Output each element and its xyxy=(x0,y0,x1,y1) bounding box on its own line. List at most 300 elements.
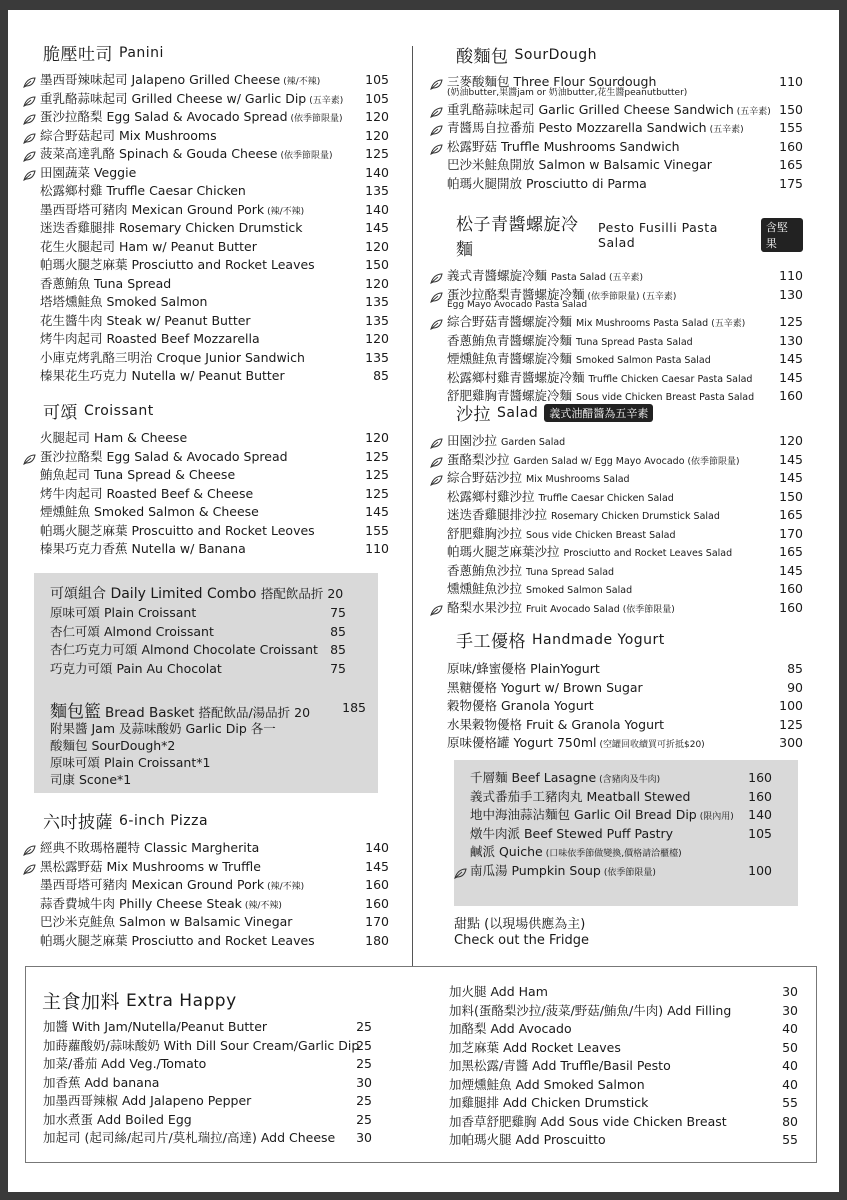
item-note: (辣/不辣) xyxy=(267,206,305,217)
menu-item-name xyxy=(449,1057,671,1076)
menu-item xyxy=(430,469,803,488)
dressing-tag: 義式油醋醬為五辛素 xyxy=(544,404,653,422)
menu-item-price: 140 xyxy=(748,807,772,822)
item-name-text: 烤牛肉起司 Roasted Beef Mozzarella xyxy=(40,331,260,346)
menu-item-name xyxy=(449,1094,648,1113)
pasta-heading xyxy=(456,210,803,260)
item-name-en: Rosemary Chicken Drumstick Salad xyxy=(551,511,720,522)
menu-item xyxy=(23,256,389,275)
item-name-text: 香蔥鮪魚沙拉 xyxy=(447,562,523,578)
dessert-zh: 甜點 (以現場供應為主) xyxy=(454,917,586,932)
item-name-text: 帕瑪火腿開放 Prosciutto di Parma xyxy=(447,175,647,191)
vegetarian-leaf-icon xyxy=(430,290,443,301)
combo-title-note: 搭配飲品折 20 xyxy=(260,586,344,601)
menu-item xyxy=(430,313,803,332)
item-name-text: 墨西哥辣味起司 Jalapeno Grilled Cheese xyxy=(40,72,281,87)
menu-item-name xyxy=(40,238,257,257)
item-name-text: 迷迭香雞腿排 Rosemary Chicken Drumstick xyxy=(40,220,303,235)
item-name-en: Sous vide Chicken Breast Pasta Salad xyxy=(576,392,755,403)
item-name-text: 火腿起司 Ham & Cheese xyxy=(40,430,188,445)
menu-item xyxy=(432,1057,798,1076)
menu-item-price: 160 xyxy=(779,581,803,596)
menu-item xyxy=(432,1094,798,1113)
menu-item xyxy=(23,466,389,485)
sourdough-title-en: SourDough xyxy=(514,46,598,63)
menu-item xyxy=(23,522,389,541)
menu-item xyxy=(23,145,389,164)
menu-item xyxy=(23,485,389,504)
pizza-section xyxy=(23,808,389,950)
menu-item-price: 25 xyxy=(356,1019,372,1034)
menu-item xyxy=(23,913,389,932)
item-name-en: Prosciutto and Rocket Leaves Salad xyxy=(563,548,733,559)
menu-item xyxy=(23,127,389,146)
combo-list xyxy=(34,604,346,678)
menu-item-price: 165 xyxy=(779,157,803,172)
extra-title-zh: 主食加料 xyxy=(42,991,121,1013)
vegetarian-leaf-icon xyxy=(430,455,443,466)
item-name-text: 帕瑪火腿芝麻葉 Proscuitto and Rocket Leoves xyxy=(40,522,315,538)
item-name-text: 南瓜湯 Pumpkin Soup xyxy=(470,862,601,878)
menu-item-name xyxy=(40,448,288,467)
item-name-text: 帕瑪火腿芝麻葉沙拉 xyxy=(447,544,560,559)
menu-item-price: 120 xyxy=(365,238,389,254)
dessert-note xyxy=(454,917,589,949)
menu-item-price: 135 xyxy=(365,183,389,198)
vegetarian-leaf-icon xyxy=(430,123,443,134)
combo-title: 可頌組合 Daily Limited Combo xyxy=(50,586,257,602)
item-name-text: 加香草舒肥雞胸 Add Sous vide Chicken Breast xyxy=(449,1113,727,1129)
item-name-text: 加墨西哥辣椒 Add Jalapeno Pepper xyxy=(43,1093,252,1108)
menu-item-name xyxy=(447,525,676,546)
menu-item xyxy=(454,825,772,844)
item-note: (依季節限量) xyxy=(280,151,333,161)
menu-item xyxy=(26,1037,372,1056)
item-name-text: 舒肥雞胸沙拉 xyxy=(447,525,523,541)
menu-item xyxy=(430,101,803,120)
menu-item xyxy=(432,1002,798,1021)
menu-item-name xyxy=(447,156,712,175)
item-name-en: Truffle Chicken Caesar Pasta Salad xyxy=(588,373,753,385)
menu-item xyxy=(430,562,803,581)
menu-item-price: 125 xyxy=(365,146,389,161)
hot-food-box xyxy=(454,760,798,906)
menu-item-price: 150 xyxy=(779,488,803,504)
extra-title-en: Extra Happy xyxy=(126,990,237,1011)
item-name-text: 煙燻鮭魚青醬螺旋冷麵 xyxy=(447,351,573,366)
item-name-en: Tuna Spread Pasta Salad xyxy=(576,336,693,348)
menu-item-name xyxy=(43,1037,359,1056)
menu-page xyxy=(8,10,839,1192)
item-name-text: 巴沙米克鮭魚 Salmon w Balsamic Vinegar xyxy=(40,914,293,929)
menu-item-name xyxy=(447,369,752,390)
item-name-text: 墨西哥塔可豬肉 Mexican Ground Pork xyxy=(40,201,265,217)
item-name-text: 加黑松露/青醬 Add Truffle/Basil Pesto xyxy=(449,1058,671,1073)
item-name-text: 黑糖優格 Yogurt w/ Brown Sugar xyxy=(447,679,643,695)
menu-item-price: 160 xyxy=(779,138,803,154)
basket-line: 原味可頌 Plain Croissant*1 xyxy=(50,755,211,770)
menu-item xyxy=(23,429,389,448)
menu-item-name xyxy=(447,432,565,453)
vegetarian-leaf-icon xyxy=(23,75,36,86)
menu-item-price: 110 xyxy=(365,541,389,556)
item-name-text: 帕瑪火腿芝麻葉 Prosciutto and Rocket Leaves xyxy=(40,932,315,948)
item-name-text: 加料(蛋酪梨沙拉/菠菜/野菇/鮪魚/牛肉) Add Filling xyxy=(449,1002,732,1018)
item-note: (辣/不辣) xyxy=(283,77,321,87)
croissant-list xyxy=(23,429,389,559)
item-name-en: Sous vide Chicken Breast Salad xyxy=(526,529,676,541)
menu-item xyxy=(430,660,803,679)
menu-item-name xyxy=(40,540,246,559)
menu-item xyxy=(34,623,346,642)
item-name-text: 水果穀物優格 Fruit & Granola Yogurt xyxy=(447,716,665,732)
menu-item-name xyxy=(50,641,318,660)
menu-item-price: 25 xyxy=(356,1056,372,1071)
menu-item-price: 125 xyxy=(779,716,803,732)
item-name-text: 墨西哥塔可豬肉 Mexican Ground Pork xyxy=(40,877,265,892)
menu-item-name xyxy=(447,488,674,509)
pizza-title-en: 6-inch Pizza xyxy=(119,812,209,829)
menu-item-price: 110 xyxy=(779,74,803,89)
menu-item-name xyxy=(447,716,664,735)
menu-item-price: 150 xyxy=(779,101,803,117)
menu-item xyxy=(23,839,389,858)
menu-item-name xyxy=(470,862,656,883)
menu-item-price: 145 xyxy=(779,369,803,385)
pasta-section xyxy=(430,210,803,406)
vegetarian-leaf-icon xyxy=(430,317,443,328)
menu-item xyxy=(430,432,803,451)
yogurt-title-zh: 手工優格 xyxy=(456,632,526,652)
menu-item-price: 100 xyxy=(779,698,803,713)
salad-list xyxy=(430,432,803,617)
menu-item xyxy=(454,843,772,862)
menu-item-name xyxy=(447,580,632,601)
item-name-text: 穀物優格 Granola Yogurt xyxy=(447,698,594,713)
menu-item xyxy=(23,540,389,559)
item-name-text: 榛果花生巧克力 Nutella w/ Peanut Butter xyxy=(40,368,285,383)
menu-item-price: 50 xyxy=(782,1039,798,1055)
item-subtext: (奶油butter,果醬jam or 奶油butter,花生醬peanutbutter) xyxy=(447,87,688,98)
item-note: (依季節限量) xyxy=(603,867,656,878)
yogurt-section xyxy=(430,627,803,753)
menu-item xyxy=(26,1055,372,1074)
menu-item-name xyxy=(449,1113,727,1132)
panini-title-zh: 脆壓吐司 xyxy=(43,45,113,65)
item-name-en: Smoked Salmon Pasta Salad xyxy=(576,355,711,366)
item-note: (辣/不辣) xyxy=(267,882,305,892)
basket-title-en: Bread Basket xyxy=(104,705,195,721)
item-name-text: 加酪梨 Add Avocado xyxy=(449,1021,572,1036)
item-name-text: 酪梨水果沙拉 xyxy=(447,599,523,615)
item-name-en: Mix Mushrooms Pasta Salad xyxy=(576,318,709,329)
item-name-text: 菠菜高達乳酪 Spinach & Gouda Cheese xyxy=(40,146,278,161)
menu-item-name xyxy=(447,313,745,334)
yogurt-heading xyxy=(456,627,803,652)
item-name-text: 松露野菇 Truffle Mushrooms Sandwich xyxy=(447,138,680,154)
menu-item-price: 170 xyxy=(365,914,389,929)
menu-item-price: 120 xyxy=(365,127,389,143)
vegetarian-leaf-icon xyxy=(430,105,443,116)
item-name-text: 加香蕉 Add banana xyxy=(43,1074,160,1090)
item-name-text: 煙燻鮭魚 Smoked Salmon & Cheese xyxy=(40,504,259,519)
item-name-en: Garden Salad xyxy=(501,437,566,448)
menu-item-price: 170 xyxy=(779,525,803,541)
column-divider xyxy=(412,46,413,966)
sourdough-list xyxy=(430,73,803,193)
menu-item-price: 145 xyxy=(779,470,803,485)
basket-note: 搭配飲品/湯品折 20 xyxy=(198,705,311,720)
vegetarian-leaf-icon xyxy=(23,843,36,854)
vegetarian-leaf-icon xyxy=(454,866,467,877)
menu-item-name xyxy=(40,90,343,111)
menu-item-name xyxy=(40,349,305,368)
salad-section xyxy=(430,400,803,617)
basket-line: 附果醬 Jam 及蒜味酸奶 Garlic Dip 各一 xyxy=(50,721,276,736)
menu-item-price: 25 xyxy=(356,1037,372,1053)
menu-item-price: 85 xyxy=(330,623,346,639)
panini-title-en: Panini xyxy=(119,44,164,61)
menu-item-price: 160 xyxy=(779,388,803,403)
vegetarian-leaf-icon xyxy=(430,77,443,88)
menu-item xyxy=(23,858,389,877)
menu-item-name xyxy=(40,71,320,92)
item-name-text: 原味可頌 Plain Croissant xyxy=(50,605,197,620)
item-name-text: 重乳酪蒜味起司 Grilled Cheese w/ Garlic Dip xyxy=(40,90,307,106)
salad-heading xyxy=(456,400,803,425)
menu-item-price: 140 xyxy=(365,840,389,855)
menu-item-price: 105 xyxy=(748,825,772,841)
menu-item-name xyxy=(40,367,285,386)
item-name-text: 蛋沙拉酪梨青醬螺旋冷麵 xyxy=(447,286,585,302)
menu-item xyxy=(26,1111,372,1130)
menu-item-name xyxy=(40,913,292,932)
menu-item-price: 130 xyxy=(779,286,803,302)
vegetarian-leaf-icon xyxy=(23,149,36,160)
croissant-heading xyxy=(43,398,389,423)
menu-item xyxy=(34,660,346,679)
dessert-en: Check out the Fridge xyxy=(454,933,590,948)
item-name-text: 重乳酪蒜味起司 Garlic Grilled Cheese Sandwich xyxy=(447,101,734,117)
menu-item-name xyxy=(449,1020,572,1039)
menu-item xyxy=(23,238,389,257)
menu-item-price: 160 xyxy=(748,770,772,785)
menu-item-price: 75 xyxy=(330,605,346,620)
menu-item xyxy=(430,679,803,698)
menu-item xyxy=(23,201,389,220)
item-name-text: 燉牛肉派 Beef Stewed Puff Pastry xyxy=(470,825,674,841)
menu-item-price: 85 xyxy=(373,368,389,383)
item-name-text: 蛋酪梨沙拉 xyxy=(447,451,510,467)
menu-item-price: 30 xyxy=(356,1130,372,1145)
croissant-title-zh: 可頌 xyxy=(43,403,78,423)
menu-item xyxy=(430,451,803,470)
item-name-text: 杏仁可頌 Almond Croissant xyxy=(50,623,214,639)
yogurt-title-en: Handmade Yogurt xyxy=(532,631,665,648)
menu-item-price: 140 xyxy=(365,201,389,217)
item-name-text: 松露鄉村雞沙拉 xyxy=(447,488,535,504)
menu-item xyxy=(430,697,803,716)
item-name-text: 松露鄉村雞 Truffle Caesar Chicken xyxy=(40,183,246,198)
extra-heading xyxy=(42,987,237,1014)
item-name-text: 綜合野菇沙拉 xyxy=(447,470,523,485)
menu-item-price: 145 xyxy=(779,351,803,366)
menu-item-price: 85 xyxy=(330,642,346,657)
item-note: (空罐回收續買可折抵$20) xyxy=(599,740,705,750)
menu-item-name xyxy=(447,267,643,288)
extra-box xyxy=(25,966,817,1163)
item-name-text: 香蔥鮪魚 Tuna Spread xyxy=(40,275,172,291)
basket-price: 185 xyxy=(342,700,366,715)
menu-item-price: 120 xyxy=(779,433,803,448)
menu-item xyxy=(23,275,389,294)
item-note: (依季節限量) (五辛素) xyxy=(587,291,677,302)
menu-item-price: 125 xyxy=(365,485,389,501)
menu-item-price: 125 xyxy=(365,467,389,482)
menu-item-name xyxy=(40,330,260,349)
menu-item-price: 30 xyxy=(782,1002,798,1018)
menu-item-price: 155 xyxy=(779,120,803,135)
menu-item xyxy=(23,895,389,914)
menu-item-price: 120 xyxy=(365,331,389,346)
sourdough-heading xyxy=(456,42,803,67)
item-name-text: 加水煮蛋 Add Boiled Egg xyxy=(43,1111,192,1127)
menu-item xyxy=(23,293,389,312)
menu-item xyxy=(23,876,389,895)
menu-item-name xyxy=(447,119,744,140)
extra-left-list xyxy=(26,1018,372,1148)
menu-item-name xyxy=(40,466,235,485)
menu-item xyxy=(430,138,803,157)
menu-item-name xyxy=(43,1055,206,1074)
item-name-text: 巧克力可頌 Pain Au Chocolat xyxy=(50,660,222,676)
menu-item-name xyxy=(40,839,259,858)
menu-item-price: 25 xyxy=(356,1093,372,1108)
menu-item-name xyxy=(447,350,711,371)
item-name-text: 綜合野菇起司 Mix Mushrooms xyxy=(40,127,217,143)
menu-item xyxy=(430,332,803,351)
vegetarian-leaf-icon xyxy=(430,271,443,282)
item-name-text: 加煙燻鮭魚 Add Smoked Salmon xyxy=(449,1076,645,1092)
menu-item xyxy=(26,1129,372,1148)
item-name-text: 迷迭香雞腿排沙拉 xyxy=(447,507,548,522)
yogurt-list xyxy=(430,660,803,753)
menu-item-price: 105 xyxy=(365,90,389,106)
menu-item-name xyxy=(447,138,680,157)
menu-item-price: 145 xyxy=(779,562,803,578)
menu-item-name xyxy=(40,219,303,238)
menu-item xyxy=(23,448,389,467)
menu-item xyxy=(430,156,803,175)
menu-item xyxy=(23,219,389,238)
menu-item-price: 160 xyxy=(365,895,389,911)
menu-item-price: 85 xyxy=(787,661,803,676)
hot-food-list xyxy=(454,769,772,880)
menu-item-price: 145 xyxy=(365,858,389,874)
menu-item-name xyxy=(447,734,705,755)
menu-item-price: 25 xyxy=(356,1111,372,1127)
menu-item-price: 80 xyxy=(782,1113,798,1129)
basket-title: 麵包籃 xyxy=(50,702,101,722)
item-name-text: 加醬 With Jam/Nutella/Peanut Butter xyxy=(43,1019,268,1034)
item-name-text: 田園沙拉 xyxy=(447,433,498,448)
item-name-text: 蛋沙拉酪梨 Egg Salad & Avocado Spread xyxy=(40,109,288,124)
item-name-text: 烤牛肉起司 Roasted Beef & Cheese xyxy=(40,485,254,501)
menu-item-name xyxy=(40,895,282,916)
menu-item-price: 30 xyxy=(782,984,798,999)
menu-item-name xyxy=(43,1018,267,1037)
item-name-en: Smoked Salmon Salad xyxy=(526,585,633,596)
menu-item-price: 40 xyxy=(782,1076,798,1092)
vegetarian-leaf-icon xyxy=(430,436,443,447)
menu-item-name xyxy=(447,451,740,472)
menu-item-name xyxy=(40,145,332,166)
menu-item-name xyxy=(40,127,217,146)
menu-item-name xyxy=(447,697,594,716)
menu-item-price: 145 xyxy=(779,451,803,467)
menu-item xyxy=(454,806,772,825)
menu-item xyxy=(26,1092,372,1111)
menu-item-name xyxy=(40,876,304,897)
extra-right-list xyxy=(432,983,798,1150)
item-name-text: 帕瑪火腿芝麻葉 Prosciutto and Rocket Leaves xyxy=(40,257,315,272)
menu-item-name xyxy=(447,679,643,698)
item-name-text: 鹹派 Quiche xyxy=(470,844,543,859)
menu-item-name xyxy=(50,604,196,623)
item-name-text: 三麥酸麵包 Three Flour Sourdough xyxy=(447,74,657,89)
item-note: (依季節限量) xyxy=(622,604,675,615)
menu-item-name xyxy=(447,286,676,307)
combo-box xyxy=(34,573,378,793)
menu-item xyxy=(430,734,803,753)
menu-item-price: 40 xyxy=(782,1058,798,1073)
menu-item-name xyxy=(447,469,630,490)
item-name-text: 香蔥鮪魚青醬螺旋冷麵 xyxy=(447,332,573,348)
menu-item xyxy=(26,1074,372,1093)
menu-item-name xyxy=(470,788,690,807)
vegetarian-leaf-icon xyxy=(430,473,443,484)
menu-item-name xyxy=(447,562,614,583)
pizza-heading xyxy=(43,808,389,833)
menu-item-price: 160 xyxy=(365,877,389,892)
item-name-text: 舒肥雞胸青醬螺旋冷麵 xyxy=(447,388,573,403)
item-name-text: 加芝麻葉 Add Rocket Leaves xyxy=(449,1039,621,1055)
nut-tag: 含堅果 xyxy=(761,218,803,252)
menu-item-name xyxy=(40,164,136,183)
vegetarian-leaf-icon xyxy=(23,112,36,123)
menu-item-price: 40 xyxy=(782,1021,798,1036)
menu-item-name xyxy=(40,256,315,275)
menu-item xyxy=(430,525,803,544)
menu-item-name xyxy=(40,429,187,448)
vegetarian-leaf-icon xyxy=(430,142,443,153)
menu-item-name xyxy=(43,1129,335,1148)
menu-item-name xyxy=(50,660,222,679)
item-note: (五辛素) xyxy=(736,106,771,117)
menu-item-name xyxy=(40,275,171,294)
vegetarian-leaf-icon xyxy=(430,603,443,614)
menu-item xyxy=(454,769,772,788)
menu-item-price: 160 xyxy=(779,599,803,615)
item-note: (五辛素) xyxy=(609,273,644,283)
combo-heading xyxy=(50,583,343,603)
menu-item-name xyxy=(447,175,647,194)
menu-item-name xyxy=(447,543,732,564)
item-name-text: 加雞腿排 Add Chicken Drumstick xyxy=(449,1095,649,1110)
sourdough-title-zh: 酸麵包 xyxy=(456,47,509,67)
menu-item-price: 30 xyxy=(356,1074,372,1090)
menu-item-price: 120 xyxy=(365,109,389,124)
